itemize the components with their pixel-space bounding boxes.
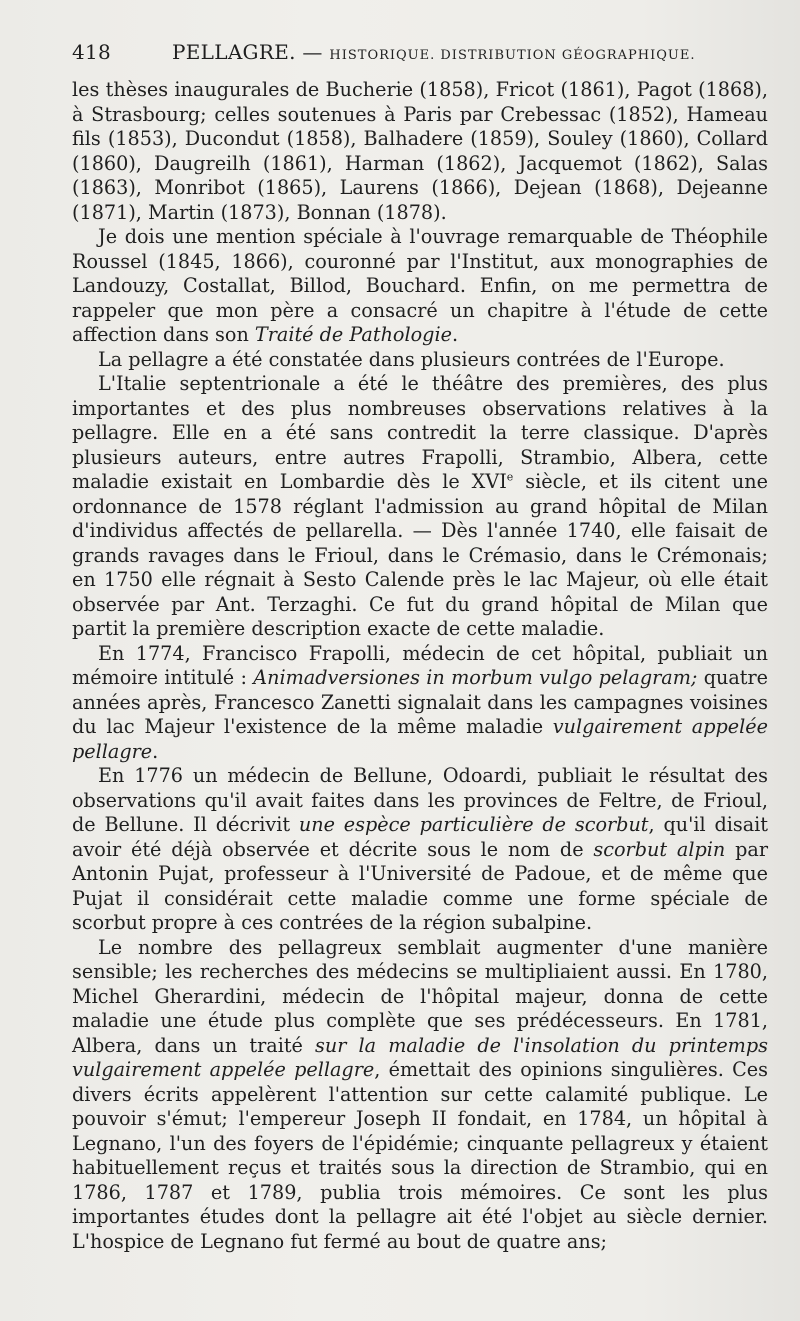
paragraph: [72, 348, 768, 373]
text-run: La pellagre a été constatée dans plusieurs contrées de l'Europe.: [98, 347, 725, 371]
italic-text: Animadversiones in morbum vulgo pelagram;: [253, 666, 698, 689]
text-run: Je dois une mention spéciale à l'ouvrage remarquable de Théophile Roussel (1845, 1866), couronné par l'Institut, aux monographies de Landouzy, Costallat, Billod, Bouchard. Enfin, on me permettra de rappeler que mon père a consacré un chapitre à l'étude de cette affection dans son: [72, 225, 768, 346]
page-number: 418: [72, 40, 112, 64]
paragraph: [72, 78, 768, 225]
text-run: , émettait des opinions singulières. Ces divers écrits appelèrent l'attention sur cette calamité publique. Le pouvoir s'émut; l'empereur Joseph II fondait, en 1784, un hôpital à Legnano, l'un des foyers de l'épidémie; cinquante pellagreux y étaient habituellement reçus et traités sous la direction de Strambio, qui en 1786, 1787 et 1789, publia trois mémoires. Ce sont les plus importantes études dont la pellagre ait été l'objet au siècle dernier. L'hospice de Legnano fut fermé au bout de quatre ans;: [72, 1058, 768, 1253]
italic-text: Traité de Pathologie: [254, 323, 452, 346]
text-run: , qu'il disait avoir été déjà observée et décrite sous le nom de: [72, 813, 769, 861]
text-run: siècle, et ils citent une ordonnance de 1578 réglant l'admission au grand hôpital de Milan d'individus affectés de pellarella. — Dès l'année 1740, elle faisait de grands ravages dans le Frioul, dans le Crémasio, dans le Crémonais; en 1750 elle régnait à Sesto Calende près le lac Majeur, où elle était observée par Ant. Terzaghi. Ce fut du grand hôpital de Milan que partit la première description exacte de cette maladie.: [72, 470, 768, 640]
page-header: [72, 40, 770, 64]
paragraph: [72, 225, 768, 348]
text-run: quatre années après, Francesco Zanetti signalait dans les campagnes voisines du lac Majeur l'existence de la même maladie: [72, 666, 769, 738]
text-run: .: [152, 739, 159, 763]
text-run: les thèses inaugurales de Bucherie (1858), Fricot (1861), Pagot (1868), à Strasbourg; celles soutenues à Paris par Crebessac (1852), Hameau fils (1853), Ducondut (1858), Balhadere (1859), Souley (1860), Collard (1860), Daugreilh (1861), Harman (1862), Jacquemot (1862), Salas (1863), Monribot (1865), Laurens (1866), Dejean (1868), Dejeanne (1871), Martin (1873), Bonnan (1878).: [72, 78, 768, 224]
paragraph: [72, 372, 768, 642]
paragraph: [72, 936, 768, 1255]
paragraph: [72, 764, 768, 936]
text-run: En 1774, Francisco Frapolli, médecin de cet hôpital, publiait un mémoire intitulé :: [72, 641, 768, 689]
text-run: En 1776 un médecin de Bellune, Odoardi, publiait le résultat des observations qu'il avait faites dans les provinces de Feltre, de Frioul, de Bellune. Il décrivit: [72, 764, 768, 836]
running-title: [172, 40, 695, 64]
superscript: e: [506, 470, 514, 484]
paragraph: [72, 642, 768, 765]
text-run: Le nombre des pellagreux semblait augmenter d'une manière sensible; les recherches des médecins se multipliaient aussi. En 1780, Michel Gherardini, médecin de l'hôpital majeur, donna de cette maladie une étude plus complète que ses prédécesseurs. En 1781, Albera, dans un traité: [72, 935, 768, 1057]
text-run: .: [451, 323, 459, 346]
body-text: [72, 78, 768, 1254]
text-run: L'Italie septentrionale a été le théâtre des premières, des plus importantes et des plus nombreuses observations relatives à la pellagre. Elle en a été sans contredit la terre classique. D'après plusieurs auteurs, entre autres Frapolli, Strambio, Albera, cette maladie existait en Lombardie dès le XVI: [72, 372, 768, 493]
running-title-subtitle: HISTORIQUE. DISTRIBUTION GÉOGRAPHIQUE.: [329, 48, 696, 63]
italic-text: scorbut alpin: [593, 837, 726, 861]
text-run: par Antonin Pujat, professeur à l'Université de Padoue, et de même que Pujat il considérait cette maladie comme une forme spéciale de scorbut propre à ces contrées de la région subalpine.: [72, 837, 768, 934]
italic-text: vulgairement appelée pellagre: [72, 715, 768, 763]
running-title-main: PELLAGRE. —: [172, 40, 323, 64]
italic-text: une espèce particulière de scorbut: [298, 813, 649, 836]
italic-text: sur la maladie de l'insolation du printemps vulgairement appelée pellagre: [72, 1033, 768, 1081]
